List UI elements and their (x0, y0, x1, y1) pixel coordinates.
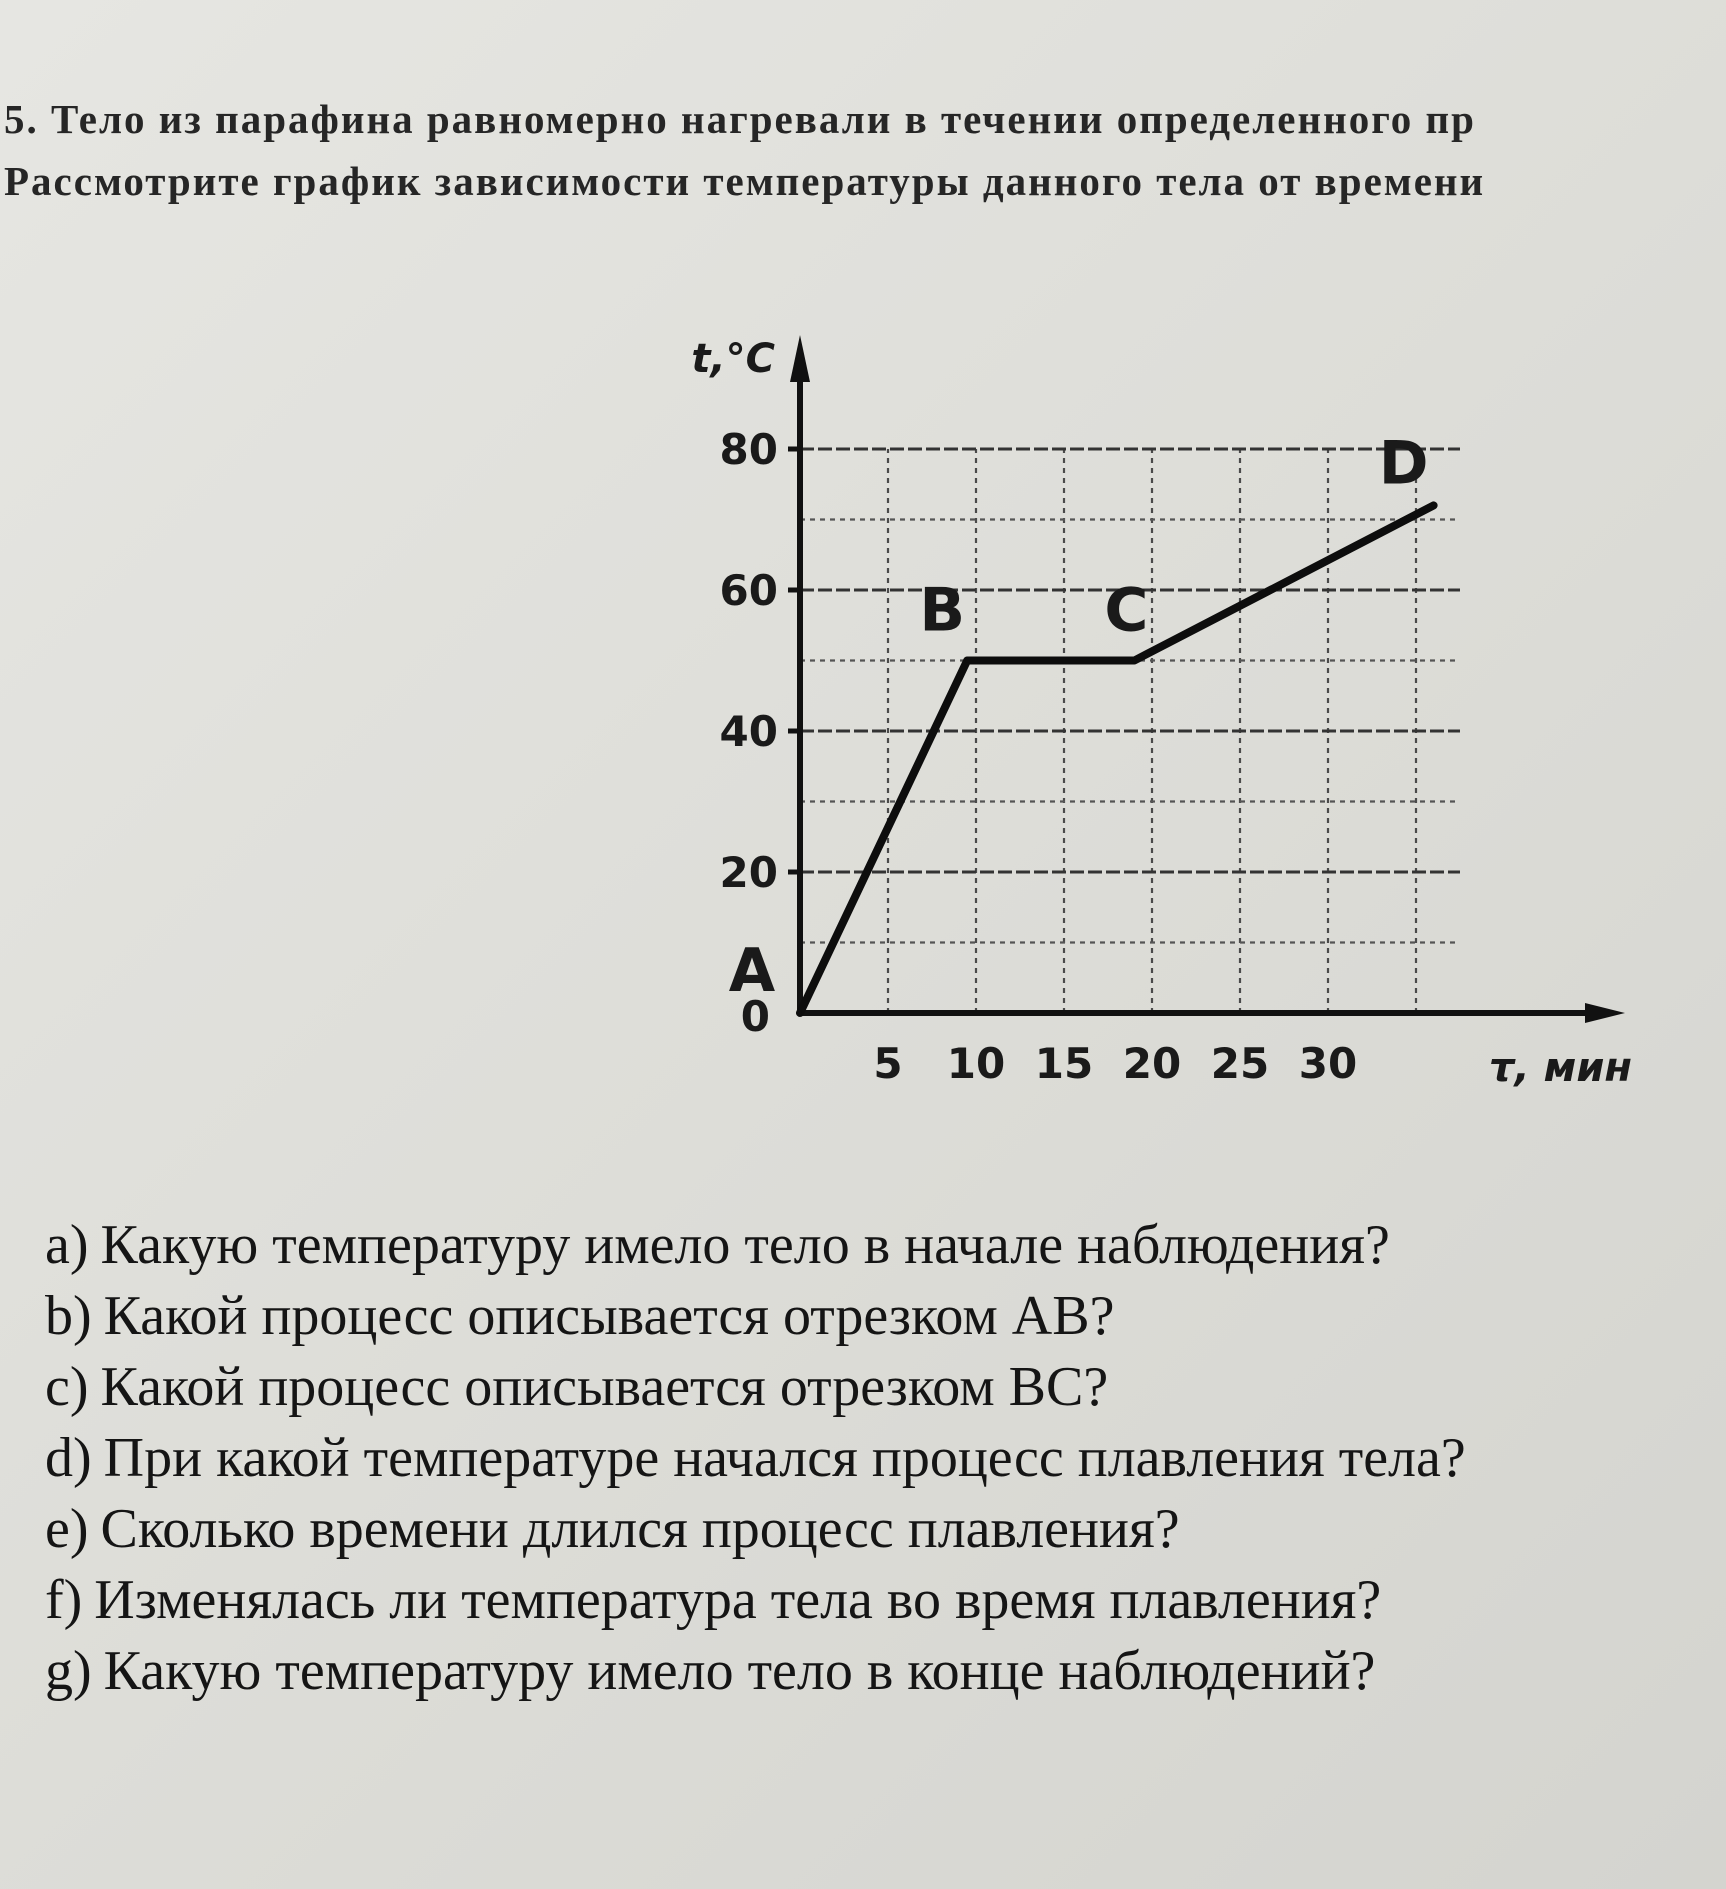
point-label: D (1378, 428, 1429, 499)
y-tick-label: 60 (719, 566, 778, 615)
x-axis-arrow (1585, 1003, 1625, 1023)
y-tick-label: 40 (719, 707, 778, 756)
question-marker: e) (45, 1498, 89, 1560)
x-tick-label: 10 (946, 1039, 1006, 1088)
question-item (45, 1565, 1645, 1636)
point-label: C (1104, 575, 1149, 646)
x-tick-label: 5 (873, 1039, 903, 1088)
question-text: Какую температуру имело тело в начале наблюдения? (100, 1214, 1390, 1276)
x-tick-label: 30 (1298, 1039, 1358, 1088)
y-axis-title: t,°C (691, 336, 775, 382)
question-marker: f) (45, 1569, 83, 1631)
question-marker: a) (45, 1214, 89, 1276)
question-text: При какой температуре начался процесс плавления тела? (103, 1427, 1466, 1489)
task-statement-line-2: Рассмотрите график зависимости температуры данного тела от времени (4, 158, 1486, 204)
y-axis-arrow (790, 335, 810, 382)
data-point (798, 1011, 802, 1015)
question-marker: d) (45, 1427, 92, 1489)
question-text: Сколько времени длился процесс плавления? (100, 1498, 1180, 1560)
question-item (45, 1281, 1645, 1352)
data-point (1132, 659, 1136, 663)
point-label: B (919, 575, 966, 646)
data-point (965, 659, 969, 663)
chart-grid (800, 449, 1460, 1013)
question-marker: c) (45, 1356, 89, 1418)
question-item (45, 1494, 1645, 1565)
question-text: Какой процесс описывается отрезком BC? (100, 1356, 1109, 1418)
question-item (45, 1423, 1645, 1494)
question-item (45, 1210, 1645, 1281)
x-tick-label: 25 (1210, 1039, 1270, 1088)
question-text: Какой процесс описывается отрезком AB? (103, 1285, 1115, 1347)
chart-axes (790, 335, 1625, 1023)
x-axis-title: τ, мин (1488, 1045, 1632, 1091)
y-tick-label: 20 (719, 848, 778, 897)
x-tick-label: 15 (1034, 1039, 1094, 1088)
question-item (45, 1352, 1645, 1423)
question-marker: b) (45, 1285, 92, 1347)
y-origin-label: 0 (740, 992, 770, 1041)
chart-point-labels (729, 428, 1429, 1006)
question-item (45, 1636, 1645, 1707)
question-text: Какую температуру имело тело в конце наблюдений? (103, 1640, 1376, 1702)
point-label: A (728, 936, 776, 1006)
data-point (1432, 503, 1436, 507)
x-tick-label: 20 (1122, 1039, 1182, 1088)
task-statement-line-1: 5. Тело из парафина равномерно нагревали в течении определенного пр (4, 96, 1476, 142)
question-marker: g) (45, 1640, 92, 1702)
question-list (45, 1210, 1645, 1707)
question-text: Изменялась ли температура тела во время плавления? (94, 1569, 1382, 1631)
y-tick-label: 80 (719, 425, 778, 474)
